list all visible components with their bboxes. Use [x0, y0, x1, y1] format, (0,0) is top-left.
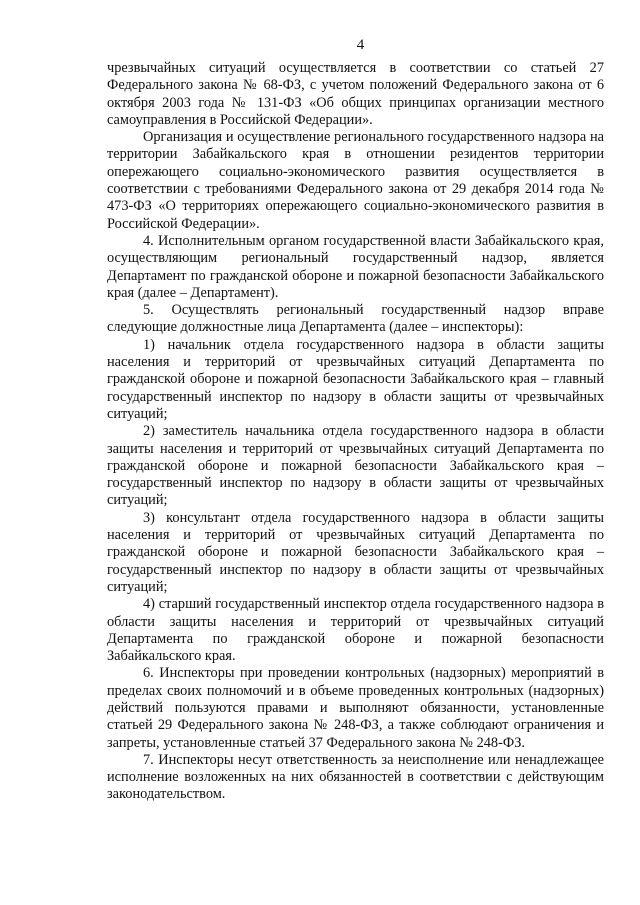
list-item-2-deputy-head: 2) заместитель начальника отдела государственного надзора в области защиты населения и территорий от чрезвычайных ситуаций Департамента по гражданской обороне и пожарной безопасности Забайкальского края – государственный инспектор по надзору в области защиты от чрезвычайных ситуаций;	[107, 423, 604, 509]
paragraph-tor-supervision: Организация и осуществление регионального государственного надзора на территории Забайкальского края в отношении резидентов территории опережающего социально-экономического развития осуществляется в соответствии с требованиями Федерального закона от 29 декабря 2014 года № 473-ФЗ «О территориях опережающего социально-экономического развития в Российской Федерации».	[107, 129, 604, 232]
paragraph-4-executive-body: 4. Исполнительным органом государственной власти Забайкальского края, осуществляющим региональный государственный надзор, является Департамент по гражданской обороне и пожарной безопасности Забайкальского края (далее – Департамент).	[107, 232, 604, 301]
paragraph-5-officials: 5. Осуществлять региональный государственный надзор вправе следующие должностные лица Департамента (далее – инспекторы):	[107, 302, 604, 336]
paragraph-7-responsibility: 7. Инспекторы несут ответственность за неисполнение или ненадлежащее исполнение возложенных на них обязанностей в соответствии с действующим законодательством.	[107, 751, 604, 803]
list-item-1-head-of-department: 1) начальник отдела государственного надзора в области защиты населения и территорий от чрезвычайных ситуаций Департамента по гражданской обороне и пожарной безопасности Забайкальского края – главный государственный инспектор по надзору в области защиты от чрезвычайных ситуаций;	[107, 336, 604, 422]
paragraph-6-inspector-rights: 6. Инспекторы при проведении контрольных (надзорных) мероприятий в пределах своих полномочий и в объеме проведенных контрольных (надзорных) действий пользуются правами и выполняют обязанности, установленные статьей 29 Федерального закона № 248-ФЗ, а также соблюдают ограничения и запреты, установленные статьей 37 Федерального закона № 248-ФЗ.	[107, 665, 604, 751]
list-item-3-consultant: 3) консультант отдела государственного надзора в области защиты населения и территорий от чрезвычайных ситуаций Департамента по гражданской обороне и пожарной безопасности Забайкальского края – государственный инспектор по надзору в области защиты от чрезвычайных ситуаций;	[107, 509, 604, 595]
list-item-4-senior-inspector: 4) старший государственный инспектор отдела государственного надзора в области защиты населения и территорий от чрезвычайных ситуаций Департамента по гражданской обороне и пожарной безопасности Забайкальского края.	[107, 596, 604, 665]
paragraph-continuation: чрезвычайных ситуаций осуществляется в соответствии со статьей 27 Федерального закона № 68-ФЗ, с учетом положений Федерального закона от 6 октября 2003 года № 131-ФЗ «Об общих принципах организации местного самоуправления в Российской Федерации».	[107, 60, 604, 128]
page-number: 4	[356, 37, 365, 53]
